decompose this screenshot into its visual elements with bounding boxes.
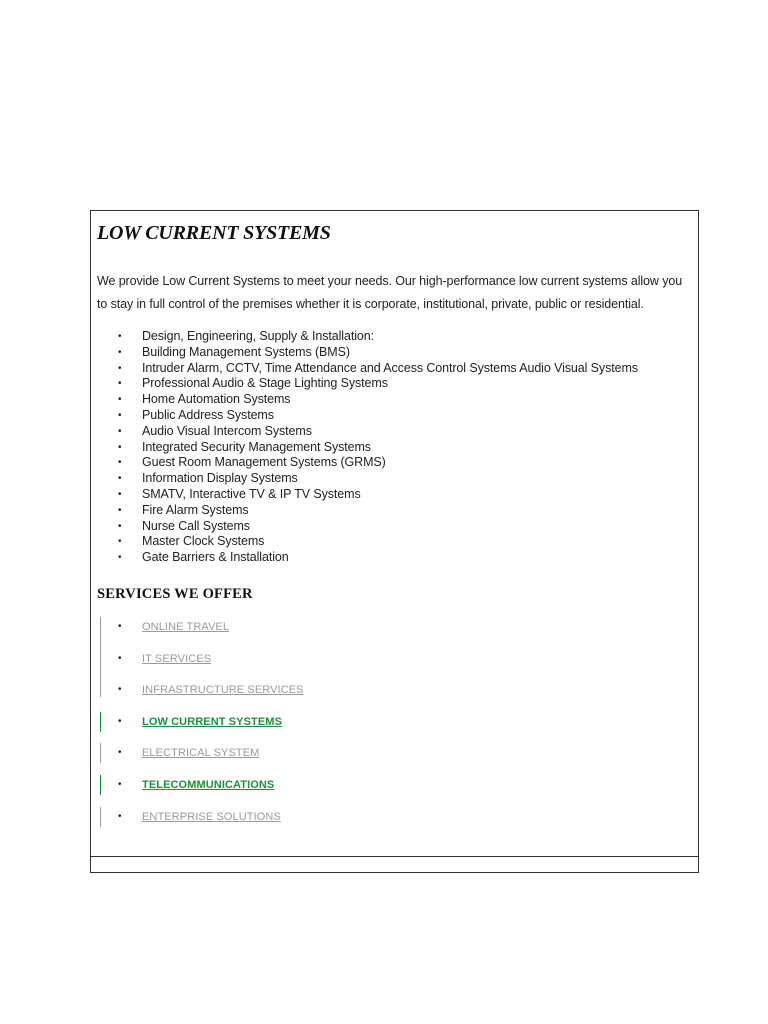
service-link-it-services[interactable]: IT SERVICES bbox=[142, 652, 212, 665]
service-item-enterprise-solutions bbox=[97, 807, 693, 839]
bullet-icon: • bbox=[118, 536, 122, 548]
list-item-text: Home Automation Systems bbox=[142, 392, 291, 407]
bullet-icon: • bbox=[118, 346, 122, 358]
service-item-online-travel bbox=[97, 617, 693, 649]
list-item bbox=[97, 392, 693, 408]
list-item bbox=[97, 424, 693, 440]
list-item-text: Information Display Systems bbox=[142, 471, 298, 486]
list-item-text: Nurse Call Systems bbox=[142, 518, 250, 533]
bullet-icon: • bbox=[118, 473, 122, 485]
bullet-icon: • bbox=[118, 810, 122, 822]
service-link-low-current-systems[interactable]: LOW CURRENT SYSTEMS bbox=[142, 715, 283, 728]
list-item bbox=[97, 345, 693, 361]
bullet-icon: • bbox=[118, 425, 122, 437]
bullet-icon: • bbox=[118, 394, 122, 406]
bullet-icon: • bbox=[118, 362, 122, 374]
list-item-text: Design, Engineering, Supply & Installation: bbox=[142, 329, 374, 343]
bullet-icon: • bbox=[118, 520, 122, 532]
list-item bbox=[97, 519, 693, 535]
service-item-telecommunications bbox=[97, 775, 693, 807]
list-item-text: Gate Barriers & Installation bbox=[142, 550, 289, 565]
list-item bbox=[97, 503, 693, 519]
bullet-icon: • bbox=[118, 552, 122, 564]
services-title: SERVICES WE OFFER bbox=[97, 585, 253, 602]
divider-bar bbox=[100, 807, 101, 827]
divider-bar bbox=[100, 743, 101, 763]
list-item-text: Master Clock Systems bbox=[142, 534, 265, 549]
divider-bar bbox=[100, 712, 101, 732]
bullet-icon: • bbox=[118, 652, 122, 664]
list-item bbox=[97, 329, 693, 345]
bullet-icon: • bbox=[118, 620, 122, 632]
list-item-text: Audio Visual Intercom Systems bbox=[142, 423, 312, 438]
divider-bar bbox=[100, 775, 101, 795]
bullet-icon: • bbox=[118, 747, 122, 759]
list-item bbox=[97, 455, 693, 471]
service-link-infrastructure-services[interactable]: INFRASTRUCTURE SERVICES bbox=[142, 684, 304, 697]
list-item-text: Professional Audio & Stage Lighting Systems bbox=[142, 376, 388, 391]
page-content bbox=[97, 221, 693, 838]
list-item-text: Fire Alarm Systems bbox=[142, 502, 249, 517]
bullet-icon: • bbox=[118, 504, 122, 516]
bullet-icon: • bbox=[118, 441, 122, 453]
bullet-icon: • bbox=[118, 378, 122, 390]
bullet-icon: • bbox=[118, 457, 122, 469]
service-link-enterprise-solutions[interactable]: ENTERPRISE SOLUTIONS bbox=[142, 810, 281, 823]
page-title: LOW CURRENT SYSTEMS bbox=[97, 222, 331, 244]
service-link-electrical-system[interactable]: ELECTRICAL SYSTEM bbox=[142, 747, 260, 760]
bullet-icon: • bbox=[118, 778, 122, 790]
list-item bbox=[97, 534, 693, 550]
list-item bbox=[97, 361, 693, 377]
list-item-text: Building Management Systems (BMS) bbox=[142, 344, 350, 359]
list-item bbox=[97, 440, 693, 456]
bullet-icon: • bbox=[118, 684, 122, 696]
list-item bbox=[97, 408, 693, 424]
list-item-text: Guest Room Management Systems (GRMS) bbox=[142, 455, 386, 470]
list-item bbox=[97, 376, 693, 392]
service-item-low-current-systems bbox=[97, 712, 693, 744]
bullet-icon: • bbox=[118, 331, 122, 342]
service-link-telecommunications[interactable]: TELECOMMUNICATIONS bbox=[142, 778, 275, 791]
services-list bbox=[97, 617, 693, 838]
list-item bbox=[97, 550, 693, 566]
list-item bbox=[97, 487, 693, 503]
list-item-text: Public Address Systems bbox=[142, 407, 274, 422]
list-item-text: Integrated Security Management Systems bbox=[142, 439, 371, 454]
service-item-it-services bbox=[97, 649, 693, 681]
bullet-icon: • bbox=[118, 715, 122, 727]
bullet-icon: • bbox=[118, 488, 122, 500]
systems-list bbox=[97, 329, 693, 566]
service-item-electrical-system bbox=[97, 743, 693, 775]
list-item bbox=[97, 471, 693, 487]
intro-paragraph: We provide Low Current Systems to meet your needs. Our high-performance low current systems allow you to stay in full control of the premises whether it is corporate, institutional, private, public or residential. bbox=[97, 274, 683, 311]
footer-divider bbox=[91, 856, 698, 857]
bullet-icon: • bbox=[118, 409, 122, 421]
service-link-online-travel[interactable]: ONLINE TRAVEL bbox=[142, 620, 230, 633]
list-item-text: SMATV, Interactive TV & IP TV Systems bbox=[142, 486, 361, 501]
service-item-infrastructure-services bbox=[97, 680, 693, 712]
content-frame bbox=[90, 210, 699, 873]
list-item-text: Intruder Alarm, CCTV, Time Attendance and Access Control Systems Audio Visual Systems bbox=[142, 360, 638, 375]
